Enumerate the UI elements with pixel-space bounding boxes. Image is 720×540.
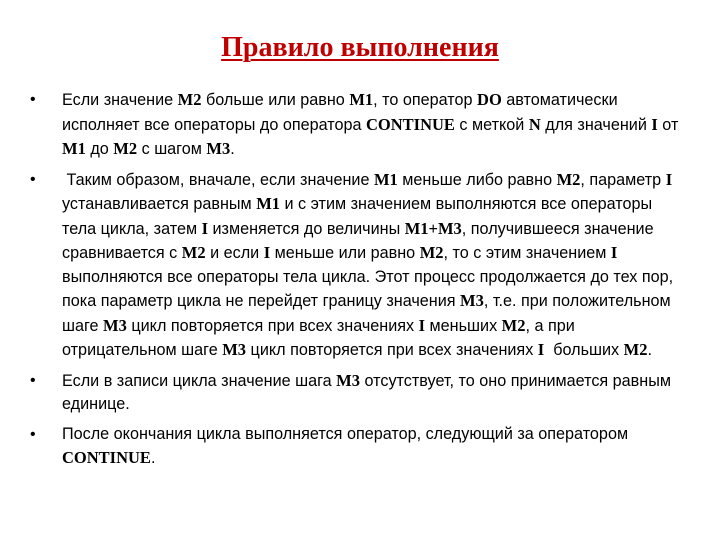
bold-term: М3 — [460, 291, 484, 310]
text-run: , т.е. при положительном шаге — [62, 292, 671, 335]
bold-term: М3 — [103, 315, 127, 335]
bold-term: I — [610, 243, 618, 262]
text-run: больше или равно — [201, 91, 350, 109]
bold-term: М2 — [177, 90, 202, 109]
text-run: и если — [205, 244, 264, 262]
slide-title: Правило выполнения — [221, 32, 499, 63]
text-run: цикл повторяется при всех значениях — [246, 341, 538, 359]
bullet-icon: • — [30, 371, 36, 389]
bold-term: М3 — [222, 340, 247, 359]
bold-term: М1+М3 — [404, 218, 462, 238]
text-run: изменяется до величины — [208, 219, 405, 238]
bold-term: М1 — [373, 169, 398, 189]
bold-term: М2 — [623, 340, 648, 359]
text-run: отсутствует, то оно принимается равным единице. — [62, 371, 671, 413]
text-run: меньше или равно — [270, 244, 420, 262]
bold-term: М3 — [336, 370, 360, 390]
text-run: Если в записи цикла значение шага — [62, 371, 337, 390]
text-run: . — [150, 449, 156, 467]
bold-term: М1 — [349, 90, 374, 109]
bold-term: I — [537, 340, 545, 359]
text-run: , а при отрицательном шаге — [62, 316, 575, 359]
bullet-list — [30, 88, 682, 477]
list-item — [30, 423, 682, 471]
text-run: устанавливается равным — [62, 195, 257, 213]
bold-term: М1 — [62, 139, 86, 158]
text-run: , параметр — [580, 170, 666, 189]
bold-term: М2 — [419, 243, 444, 262]
list-item — [30, 369, 682, 417]
bold-term: М1 — [256, 194, 281, 213]
bold-term: N — [528, 114, 541, 134]
bold-term: М2 — [113, 139, 138, 158]
text-run: . — [230, 140, 235, 158]
bold-term: М2 — [181, 243, 206, 262]
text-run: , то с этим значением — [443, 244, 611, 262]
text-run: . — [647, 341, 652, 359]
bold-term: DO — [477, 90, 502, 109]
bold-term: М2 — [556, 169, 581, 189]
bold-term: CONTINUE — [365, 114, 455, 134]
bold-term: М2 — [501, 315, 526, 335]
list-item — [30, 168, 682, 363]
bullet-icon: • — [30, 425, 36, 443]
text-run: с шагом — [137, 140, 207, 158]
text-run: , то оператор — [373, 91, 478, 109]
bold-term: М3 — [206, 139, 231, 158]
text-run: больших — [544, 341, 624, 359]
bold-term: I — [651, 114, 658, 134]
text-run: После окончания цикла выполняется оператор, следующий за оператором — [62, 424, 629, 443]
text-run: Если значение — [62, 91, 178, 109]
text-run: меньше либо равно — [397, 170, 557, 189]
bold-term: I — [418, 315, 426, 335]
text-run: меньших — [425, 316, 502, 335]
bold-term: CONTINUE — [62, 448, 151, 467]
bullet-icon: • — [30, 91, 36, 108]
text-run: до — [85, 140, 114, 158]
bold-term: I — [201, 218, 209, 238]
list-item — [30, 88, 682, 162]
bold-term: I — [263, 243, 271, 262]
bold-term: I — [665, 169, 673, 189]
text-run: автоматически исполняет все операторы до оператора — [62, 91, 618, 134]
text-run: цикл повторяется при всех значениях — [126, 316, 419, 335]
text-run: , получившееся значение сравнивается с — [62, 219, 654, 262]
text-run: от — [657, 115, 679, 134]
bullet-icon: • — [30, 170, 36, 188]
text-run: выполняются все операторы тела цикла. Этот процесс продолжается до тех пор, пока параметр цикла не перейдет границу значения — [62, 267, 674, 310]
text-run: Таким образом, вначале, если значение — [62, 170, 374, 189]
text-run: и с этим значением выполняются все операторы тела цикла, затем — [62, 195, 653, 238]
text-run: с меткой — [454, 115, 529, 134]
text-run: для значений — [540, 115, 652, 134]
